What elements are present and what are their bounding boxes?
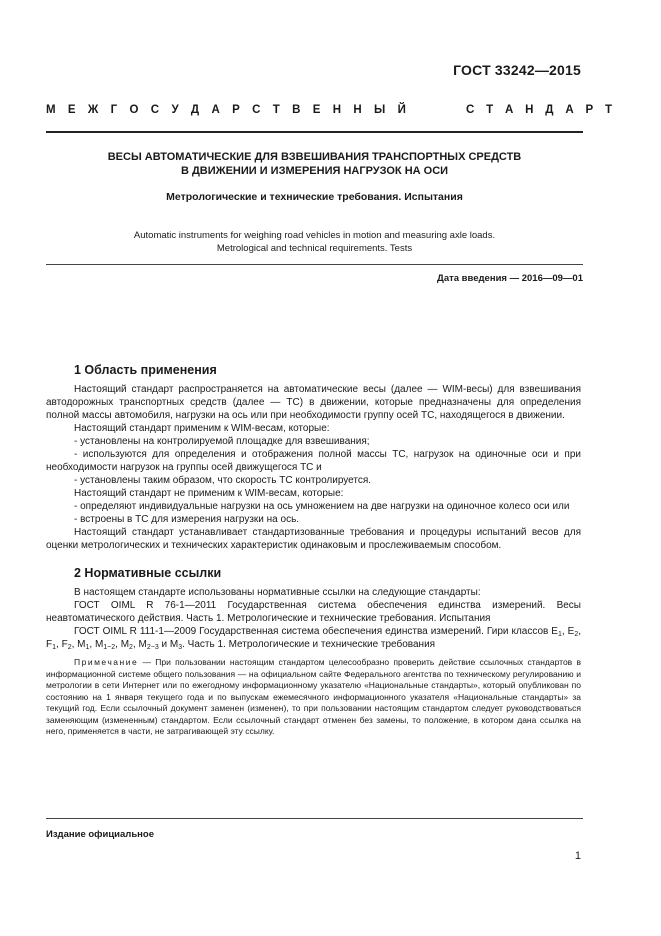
introduction-date: Дата введения — 2016—09—01 (437, 273, 583, 284)
standard-type-word-2 (466, 104, 612, 116)
english-title (46, 229, 583, 255)
letter: Ж (87, 104, 99, 116)
document-subtitle: Метрологические и технические требования. Испытания (166, 191, 463, 203)
list-item: - установлены таким образом, что скорость ТС контролируется. (74, 475, 372, 486)
letter: Й (397, 104, 406, 116)
letter: Д (545, 104, 554, 116)
middle-divider (46, 264, 583, 265)
letter: У (171, 104, 179, 116)
letter: А (505, 104, 514, 116)
section-2-heading: 2 Нормативные ссылки (74, 566, 222, 580)
standard-type-word-1 (46, 104, 406, 116)
letter: Т (272, 104, 280, 116)
paragraph: В настоящем стандарте использованы нормативные ссылки на следующие стандарты: (74, 587, 481, 598)
paragraph: Настоящий стандарт не применим к WIM-весам, которые: (74, 488, 344, 499)
note (46, 657, 581, 738)
letter: Н (353, 104, 362, 116)
document-body (46, 364, 581, 738)
letter: Ы (374, 104, 386, 116)
letter: Н (332, 104, 342, 116)
letter: А (211, 104, 220, 116)
letter: Н (525, 104, 534, 116)
letter: Р (585, 104, 594, 116)
letter: С (466, 104, 475, 116)
paragraph: Настоящий стандарт устанавливает стандартизованные требования и процедуры испытаний весов для оценки метрологических и технических характеристик одинаковым и прослеживаемым способом. (46, 527, 581, 551)
section-1-heading: 1 Область применения (74, 363, 217, 377)
letter: Т (604, 104, 612, 116)
top-divider (46, 131, 583, 133)
title-line-2: В ДВИЖЕНИИ И ИЗМЕРЕНИЯ НАГРУЗОК НА ОСИ (180, 165, 449, 177)
letter: Е (67, 104, 76, 116)
letter: Г (110, 104, 118, 116)
title-line-1: ВЕСЫ АВТОМАТИЧЕСКИЕ ДЛЯ ВЗВЕШИВАНИЯ ТРАНСПОРТНЫХ СРЕДСТВ (107, 151, 522, 163)
footer-divider (46, 818, 583, 819)
edition-label: Издание официальное (46, 829, 154, 840)
english-title-line-2: Metrological and technical requirements. Tests (216, 243, 413, 254)
letter: Д (190, 104, 200, 116)
note-text: — При пользовании настоящим стандартом целесообразно проверить действие ссылочных стандартов в информационной системе общего пользования — на официальном сайте Федерального агентства по техническому регулированию и метрологии в сети Интернет или по ежегодному информационному указателю «Национальные стандарты», который опубликован по состоянию на 1 января текущего года и по выпускам ежемесячного информационного указателя «Национальные стандарты» за текущий год. Если ссылочный документ заменен (изменен), то при пользовании настоящим стандартом следует руководствоваться заменяющим (измененным) стандартом. Если ссылочный стандарт отменен без замены, то положение, в котором дана ссылка на него, применяется в части, не затрагивающей эту ссылку. (46, 657, 581, 736)
paragraph: Настоящий стандарт распространяется на автоматические весы (далее — WIM-весы) для взвешивания автодорожных транспортных средств (далее — ТС) в движении, которые предназначены для определения полной массы автомобиля, нагрузки на ось или при необходимости группу осей ТС, находящегося в движении. (46, 384, 581, 421)
english-title-line-1: Automatic instruments for weighing road vehicles in motion and measuring axle loads. (133, 230, 496, 241)
note-label: Примечание (74, 657, 139, 667)
list-item: - используются для определения и отображения полной массы ТС, нагрузок на одиночные оси и при необходимости нагрузок на группы осей движущегося ТС и (46, 449, 581, 473)
document-title (46, 150, 583, 178)
paragraph: Настоящий стандарт применим к WIM-весам, которые: (74, 423, 330, 434)
document-code: ГОСТ 33242—2015 (453, 62, 581, 78)
letter: С (150, 104, 160, 116)
letter: Т (486, 104, 494, 116)
list-item: - встроены в ТС для измерения нагрузки на ось. (74, 514, 300, 525)
letter: В (292, 104, 301, 116)
letter: Р (232, 104, 240, 116)
reference-item: ГОСТ OIML R 76-1—2011 Государственная система обеспечения единства измерений. Весы неавтоматического действия. Часть 1. Метрологические и технические требования. Испытания (46, 600, 581, 624)
letter: А (565, 104, 574, 116)
letter: М (46, 104, 56, 116)
standard-type-heading (46, 104, 612, 116)
list-item: - определяют индивидуальные нагрузки на ось умножением на две нагрузки на одиночное колесо оси или (74, 501, 570, 512)
letter: О (129, 104, 139, 116)
list-item: - установлены на контролируемой площадке для взвешивания; (74, 436, 370, 447)
letter: Е (312, 104, 321, 116)
reference-item: ГОСТ OIML R 111-1—2009 Государственная система обеспечения единства измерений. Гири классов $E_1$, $E_2$, $F_1$, $F_2$, $M_1$, $M_{1-2}$, $M_2$, $M_{2-3}$ и $M_3$. Часть 1. Метрологические и технические требования (46, 626, 582, 651)
letter: С (252, 104, 261, 116)
page-number: 1 (574, 850, 581, 862)
